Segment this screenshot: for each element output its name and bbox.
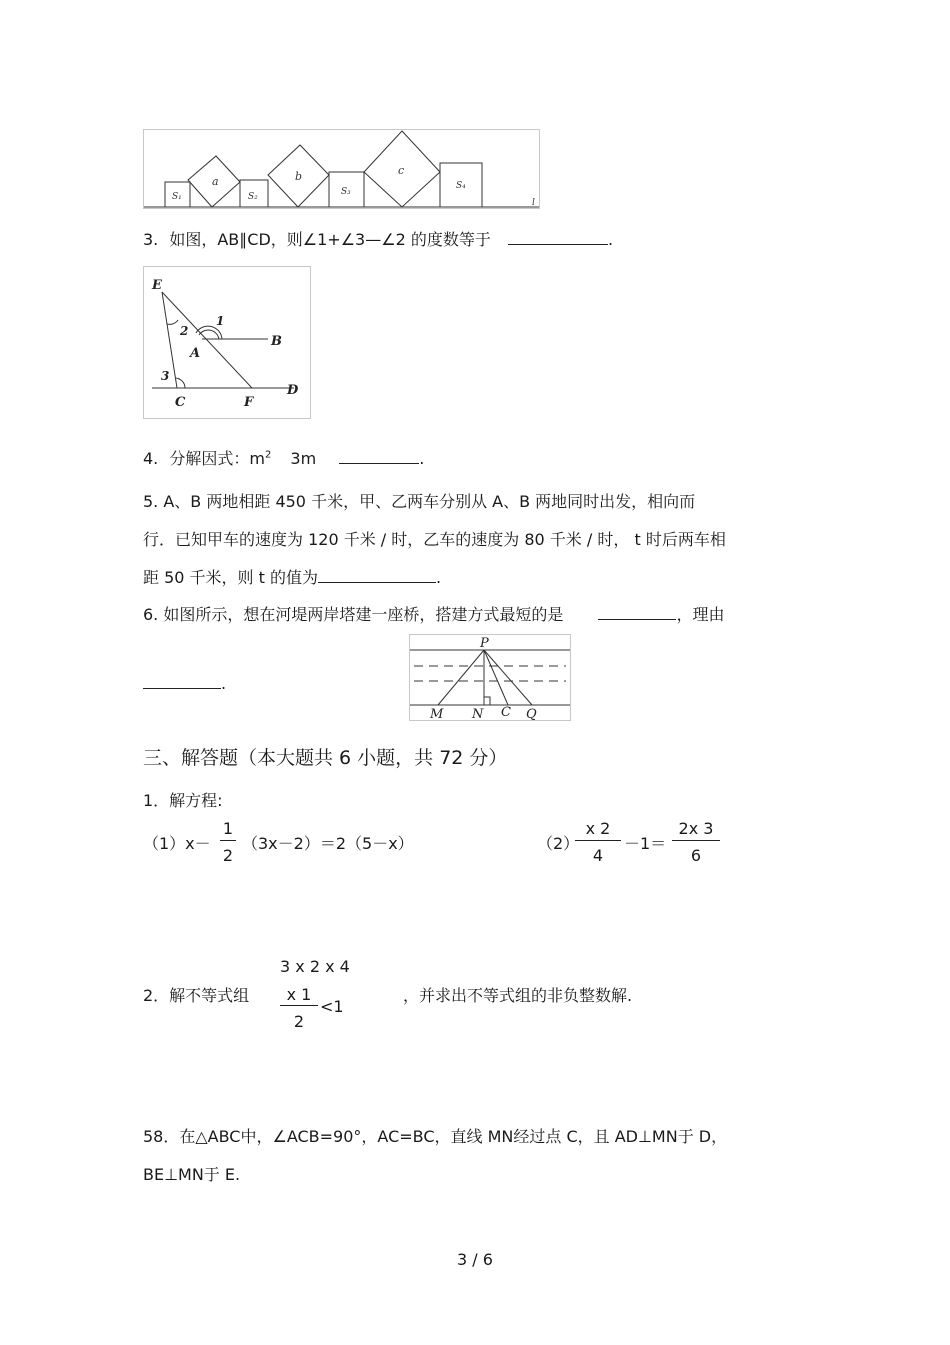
q5-line-2: 行．已知甲车的速度为 120 千米 / 时，乙车的速度为 80 千米 / 时， t 时后两车相	[143, 530, 726, 549]
ineq2-rest: <1	[320, 997, 344, 1016]
label-c: C	[501, 705, 511, 720]
label-f: F	[244, 395, 254, 410]
label-d: D	[287, 383, 299, 398]
ineq2-denominator: 2	[293, 1012, 305, 1031]
q4-end: .	[419, 449, 425, 468]
q3-number: 3.	[143, 230, 159, 249]
eq2-denominator-1: 4	[592, 846, 604, 865]
label-c: C	[175, 395, 186, 410]
problem-58-line-1: 58．在△ABC中，∠ACB=90°，AC=BC，直线 MN经过点 C，且 AD⊥MN于 D，	[143, 1127, 728, 1146]
question-6	[143, 602, 724, 625]
label-a: A	[190, 346, 201, 361]
q4-answer-blank[interactable]	[339, 449, 419, 464]
q3-end: .	[607, 230, 614, 249]
q6-end: .	[221, 674, 227, 693]
q6-reason-blank[interactable]	[143, 674, 221, 689]
section-3-title: 三、解答题（本大题共 6 小题，共 72 分）	[143, 747, 508, 769]
q4-term: 3m	[290, 449, 317, 468]
q5-answer-blank[interactable]	[318, 568, 436, 583]
label-b: B	[271, 334, 282, 349]
eq2-fraction-bar-2	[672, 840, 720, 841]
angle-3-label: 3	[161, 369, 170, 383]
squares-diagram	[144, 130, 539, 208]
label-e: E	[152, 278, 162, 293]
b-label: b	[295, 170, 303, 183]
q3-text: 如图，AB∥CD，则∠1+∠3—∠2 的度数等于	[169, 230, 491, 249]
s3-label: S₃	[341, 187, 351, 197]
q5-text: 距 50 千米，则 t 的值为	[143, 568, 318, 587]
q3-answer-blank[interactable]	[508, 230, 608, 245]
q5-line-3	[143, 565, 441, 588]
label-p: P	[480, 636, 489, 651]
bridge-figure	[409, 634, 571, 721]
question-4	[143, 446, 424, 469]
eq2-fraction-bar-1	[575, 840, 621, 841]
c-label: c	[398, 164, 405, 177]
ineq2-numerator: x 1	[286, 985, 312, 1004]
inequality-1: 3 x 2 x 4	[280, 957, 350, 976]
label-q: Q	[526, 707, 537, 720]
a-label: a	[212, 175, 219, 188]
s2-label: S₂	[248, 192, 258, 202]
angles-diagram	[144, 267, 310, 418]
q4-superscript: 2	[264, 449, 272, 461]
q4-number: 4.	[143, 449, 159, 468]
q6-text: 6. 如图所示，想在河堤两岸塔建一座桥，搭建方式最短的是	[143, 605, 564, 624]
q6-answer-blank[interactable]	[598, 605, 676, 620]
angle-1-label: 1	[216, 314, 225, 328]
angles-figure	[143, 266, 311, 419]
label-m: M	[430, 707, 444, 720]
eq1-denominator: 2	[222, 846, 234, 865]
angle-2-label: 2	[180, 324, 189, 338]
problem-58-line-2: BE⊥MN于 E.	[143, 1165, 241, 1184]
problem-1-heading: 1．解方程:	[143, 791, 223, 810]
squares-figure	[143, 129, 540, 209]
eq1-label: （1）x－	[143, 834, 211, 853]
ineq2-fraction-bar	[280, 1005, 318, 1006]
eq2-numerator-2: 2x 3	[678, 819, 714, 838]
q5-line-1: 5. A、B 两地相距 450 千米，甲、乙两车分别从 A、B 两地同时出发，相向而	[143, 492, 696, 511]
problem-2-tail: ，并求出不等式组的非负整数解.	[403, 986, 633, 1005]
label-n: N	[472, 707, 484, 720]
bridge-diagram	[410, 635, 570, 720]
question-3	[143, 227, 613, 250]
q6-reason-label: ，理由	[676, 605, 725, 624]
eq1-fraction-bar	[220, 840, 236, 841]
s1-label: S₁	[172, 192, 182, 202]
q6-reason-line	[143, 674, 226, 693]
l-label: l	[532, 198, 535, 208]
q4-text: 分解因式：m	[169, 449, 265, 468]
page-number: 3 / 6	[457, 1250, 493, 1269]
eq1-rest: （3x－2）＝2（5－x）	[242, 834, 414, 853]
q5-end: .	[435, 568, 442, 587]
s4-label: S₄	[456, 181, 466, 191]
eq2-middle: －1＝	[624, 834, 667, 853]
problem-2-label: 2．解不等式组	[143, 986, 250, 1005]
eq2-denominator-2: 6	[690, 846, 702, 865]
eq1-numerator: 1	[222, 819, 234, 838]
eq2-numerator-1: x 2	[585, 819, 611, 838]
eq2-label: （2）	[537, 834, 580, 853]
